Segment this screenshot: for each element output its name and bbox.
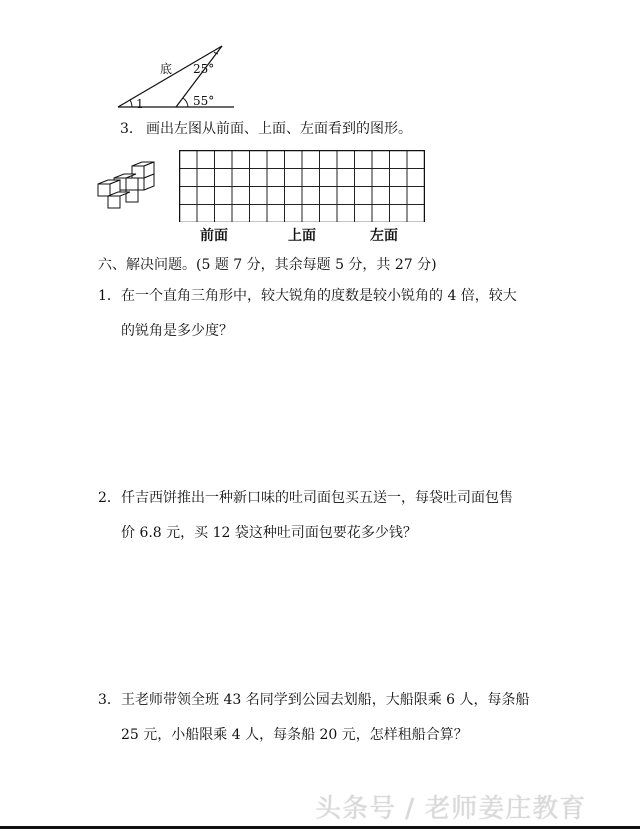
grid-cell bbox=[285, 169, 303, 187]
problem-2-line-1: 仟吉西饼推出一种新口味的吐司面包买五送一，每袋吐司面包售 bbox=[121, 490, 513, 506]
grid-cell bbox=[285, 151, 303, 169]
grid-cell bbox=[320, 151, 338, 169]
grid-cell bbox=[337, 187, 355, 205]
problem-3-line-2: 25 元，小船限乘 4 人，每条船 20 元，怎样租船合算？ bbox=[121, 727, 468, 743]
grid-cell bbox=[320, 205, 338, 223]
grid-cell bbox=[320, 187, 338, 205]
grid-cell bbox=[355, 205, 373, 223]
grid-cell bbox=[407, 169, 425, 187]
grid-cell bbox=[232, 151, 250, 169]
grid-cell bbox=[372, 187, 390, 205]
problem-1-line-2: 的锐角是多少度？ bbox=[121, 323, 233, 339]
grid-cell bbox=[337, 205, 355, 223]
grid-cell bbox=[302, 151, 320, 169]
grid-cell bbox=[390, 169, 408, 187]
grid-label-top: 上面 bbox=[288, 228, 316, 244]
problem-2-number: 2． bbox=[98, 490, 121, 506]
grid-cell bbox=[372, 205, 390, 223]
grid-cell bbox=[407, 205, 425, 223]
drawing-grid bbox=[179, 150, 425, 222]
grid-cell bbox=[267, 205, 285, 223]
grid-cell bbox=[232, 187, 250, 205]
grid-cell bbox=[372, 169, 390, 187]
triangle-angle-bottom: 55° bbox=[193, 94, 215, 108]
grid-cell bbox=[197, 151, 215, 169]
grid-cell bbox=[267, 169, 285, 187]
grid-cell bbox=[197, 169, 215, 187]
grid-cell bbox=[215, 169, 233, 187]
grid-cell bbox=[390, 205, 408, 223]
triangle-angle-one: 1 bbox=[136, 97, 144, 111]
views-question-text: 画出左图从前面、上面、左面看到的图形。 bbox=[146, 121, 412, 137]
cube-stack-figure bbox=[94, 160, 160, 214]
watermark: 头条号 / 老师姜庄教育 bbox=[315, 794, 587, 824]
grid-cell bbox=[180, 187, 198, 205]
grid-cell bbox=[215, 187, 233, 205]
grid-cell bbox=[285, 187, 303, 205]
grid-cell bbox=[302, 205, 320, 223]
grid-cell bbox=[180, 169, 198, 187]
problem-3-number: 3． bbox=[98, 692, 121, 708]
problem-1-number: 1． bbox=[98, 288, 121, 304]
grid-cell bbox=[250, 151, 268, 169]
grid-cell bbox=[320, 169, 338, 187]
triangle-figure bbox=[110, 40, 245, 115]
grid-cell bbox=[372, 151, 390, 169]
triangle-base-label: 底 bbox=[160, 62, 173, 76]
triangle-angle-top: 25° bbox=[193, 62, 215, 76]
grid-cell bbox=[215, 205, 233, 223]
grid-cell bbox=[337, 151, 355, 169]
grid-cell bbox=[355, 169, 373, 187]
grid-cell bbox=[232, 205, 250, 223]
angle-55-arc bbox=[183, 98, 188, 107]
grid-cell bbox=[197, 187, 215, 205]
grid-cell bbox=[180, 205, 198, 223]
grid-cell bbox=[302, 187, 320, 205]
grid-cell bbox=[215, 151, 233, 169]
grid-cell bbox=[250, 205, 268, 223]
grid-cell bbox=[197, 205, 215, 223]
grid-cell bbox=[390, 151, 408, 169]
grid-cell bbox=[267, 187, 285, 205]
grid-cell bbox=[337, 169, 355, 187]
grid-cell bbox=[232, 169, 250, 187]
views-question-number: 3． bbox=[120, 121, 143, 137]
grid-cell bbox=[407, 187, 425, 205]
problem-2-line-2: 价 6.8 元，买 12 袋这种吐司面包要花多少钱？ bbox=[121, 525, 417, 541]
grid-cell bbox=[250, 169, 268, 187]
grid-cell bbox=[250, 187, 268, 205]
grid-cell bbox=[407, 151, 425, 169]
grid-cell bbox=[267, 151, 285, 169]
grid-label-left: 左面 bbox=[370, 228, 398, 244]
grid-label-front: 前面 bbox=[200, 228, 228, 244]
angle-1-arc bbox=[130, 100, 132, 107]
grid-cell bbox=[180, 151, 198, 169]
grid-cell bbox=[302, 169, 320, 187]
problem-3-line-1: 王老师带领全班 43 名同学到公园去划船，大船限乘 6 人，每条船 bbox=[121, 692, 530, 708]
grid-cell bbox=[355, 151, 373, 169]
grid-cell bbox=[390, 187, 408, 205]
section-6-title: 六、解决问题。(5 题 7 分，其余每题 5 分，共 27 分) bbox=[98, 257, 437, 273]
problem-1-line-1: 在一个直角三角形中，较大锐角的度数是较小锐角的 4 倍，较大 bbox=[121, 288, 517, 304]
bottom-border bbox=[0, 826, 640, 829]
grid-cell bbox=[355, 187, 373, 205]
grid-cell bbox=[285, 205, 303, 223]
